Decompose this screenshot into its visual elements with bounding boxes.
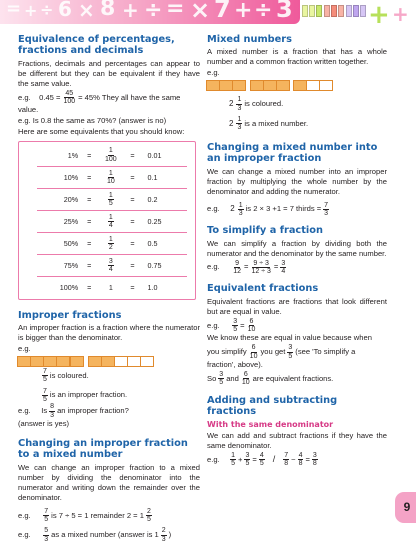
fraction: 8 3 bbox=[50, 403, 55, 419]
times-icon: × bbox=[78, 0, 95, 22]
fraction: $\frac{3}{4}$ bbox=[108, 257, 113, 273]
example-row: 7 5 is an improper fraction. bbox=[43, 387, 128, 403]
example-row: So 3 5 and 6 10 are equivalent fractions. bbox=[207, 371, 334, 387]
times-icon: × bbox=[190, 0, 211, 24]
example-row: e.g. Is 8 3 an improper fraction? bbox=[18, 403, 129, 419]
fraction: 6 10 bbox=[249, 344, 258, 360]
fraction: $\frac{4}{5}$ bbox=[259, 452, 264, 468]
percent-cell: 1% bbox=[67, 150, 79, 160]
divide-icon: ÷ bbox=[40, 0, 54, 19]
fraction-strip-icon bbox=[324, 5, 344, 17]
fraction: 1 3 bbox=[237, 96, 242, 112]
paragraph: Here are some equivalents that you should know: bbox=[18, 127, 185, 137]
fraction: 3 5 bbox=[219, 371, 224, 387]
fraction: $\frac{7}{3}$ bbox=[324, 201, 329, 217]
section-title-improper-to-mixed: Changing an improper fraction to a mixed number bbox=[18, 437, 188, 461]
fraction: $\frac{9 \div 3}{12 \div 3}$ bbox=[251, 259, 271, 275]
table-row bbox=[37, 145, 187, 167]
fraction: $\frac{1}{100}$ bbox=[105, 147, 117, 163]
paragraph: An improper fraction is a fraction where the numerator is bigger than the denominator. bbox=[18, 322, 200, 342]
fraction-bar bbox=[207, 80, 387, 91]
equals-cell: = bbox=[80, 189, 98, 211]
equals-cell: = bbox=[80, 277, 98, 299]
fraction: $\frac{3}{8}$ bbox=[312, 452, 317, 468]
decimal-cell: 0.1 bbox=[142, 167, 187, 189]
fraction: 2 5 bbox=[146, 507, 151, 524]
fraction-cell bbox=[98, 145, 123, 167]
fraction: 5 3 bbox=[44, 527, 49, 543]
equals-cell: = bbox=[80, 233, 98, 255]
equivalents-table bbox=[37, 145, 187, 299]
section-title-mixed: Mixed numbers bbox=[207, 34, 292, 45]
divider-slash: / bbox=[272, 454, 276, 464]
example-row: e.g. 5 3 as a mixed number (answer is 1 2 3 ) bbox=[18, 527, 172, 543]
section-title-adding: Adding and subtracting fractions bbox=[207, 394, 338, 418]
fraction-strip-icon bbox=[302, 5, 322, 17]
equals-cell: = bbox=[123, 277, 141, 299]
table-row bbox=[37, 277, 187, 299]
plus-icon: + bbox=[24, 1, 38, 20]
fraction: $\frac{3}{4}$ bbox=[281, 259, 286, 275]
subsection-title: With the same denominator bbox=[207, 419, 334, 429]
fraction: 1 5 bbox=[231, 452, 236, 468]
equals-cell: = bbox=[87, 150, 92, 160]
fraction: 2 3 bbox=[161, 527, 166, 543]
example-row: e.g. 1 5 + $\frac{3}{5}$ = $\frac{4}{5}$ / 7 8 − $\frac{4}{8}$ = $\frac{3}{8}$ bbox=[207, 452, 317, 468]
decimal-cell: 0.2 bbox=[142, 189, 187, 211]
fraction: $\frac{3}{5}$ bbox=[245, 452, 250, 468]
fraction: $\frac{1}{2}$ bbox=[108, 235, 113, 251]
fraction: $\frac{9}{12}$ bbox=[233, 259, 242, 275]
equals-cell: = bbox=[130, 150, 135, 160]
equals-cell: = bbox=[123, 233, 141, 255]
equals-cell: = bbox=[80, 211, 98, 233]
fraction-cell bbox=[98, 255, 123, 277]
decimal-cell: 0.01 bbox=[147, 150, 162, 160]
paragraph: Fractions, decimals and percentages can appear to be different but they can be equivalent if they have the same value. bbox=[18, 58, 200, 88]
equals-cell: = bbox=[123, 211, 141, 233]
number-icon: 7 bbox=[214, 0, 231, 23]
decimal-cell: 0.25 bbox=[142, 211, 187, 233]
example-row: you simplify 6 10 you get 3 5 (see 'To simplify a bbox=[207, 344, 356, 360]
equivalents-table-box bbox=[18, 141, 196, 300]
percent-cell: 10% bbox=[37, 167, 80, 189]
fraction: $\frac{1}{10}$ bbox=[106, 169, 115, 185]
fraction-strip-icon bbox=[346, 5, 366, 17]
table-row bbox=[37, 211, 187, 233]
example-row: 2 1 3 is a mixed number. bbox=[229, 116, 309, 132]
fraction: 7 8 bbox=[284, 452, 289, 468]
divide-icon: ÷ bbox=[254, 0, 273, 23]
fraction: 7 5 bbox=[43, 367, 47, 384]
percent-cell: 75% bbox=[37, 255, 80, 277]
example-row: e.g. 2 1 3 is 2 × 3 +1 = 7 thirds = $\frac{7}{3}$ bbox=[207, 201, 329, 217]
fraction: $\frac{6}{10}$ bbox=[247, 317, 256, 334]
percent-cell: 25% bbox=[37, 211, 80, 233]
example-row: e.g. $\frac{9}{12}$ = $\frac{9 \div 3}{12 \div 3}$ = $\frac{3}{4}$ bbox=[207, 259, 286, 275]
equals-cell: = bbox=[80, 255, 98, 277]
section-title-improper: Improper fractions bbox=[18, 309, 122, 321]
paragraph: We can change a mixed number into an improper fraction by multiplying the whole number by the denominator and adding the numerator. bbox=[207, 166, 387, 196]
fraction: 6 10 bbox=[241, 371, 250, 387]
equals-icon: = bbox=[6, 0, 22, 19]
equals-cell: = bbox=[123, 167, 141, 189]
header-banner bbox=[0, 0, 416, 30]
example-row: e.g. 7 5 is 7 ÷ 5 = 1 remainder 2 = 1 2 5 bbox=[18, 507, 151, 524]
equals-icon: = bbox=[166, 0, 185, 21]
example-row: e.g. 0.45 = $\frac{45}{100}$ = 45% They all have the same bbox=[18, 89, 181, 106]
paragraph: We can add and subtract fractions if they have the same denominator. bbox=[207, 431, 387, 451]
percent-cell: 50% bbox=[37, 233, 80, 255]
section-title-mixed-to-improper: Changing a mixed number into an improper fraction bbox=[207, 141, 378, 165]
paragraph: A mixed number is a fraction that has a whole number and a common fraction written together. bbox=[207, 47, 387, 67]
fraction: 1 3 bbox=[237, 116, 242, 132]
table-row bbox=[37, 189, 187, 211]
fraction: $\frac{1}{4}$ bbox=[108, 213, 113, 229]
divide-icon: ÷ bbox=[144, 0, 163, 23]
table-row bbox=[37, 233, 187, 255]
percent-cell: 100% bbox=[37, 277, 80, 299]
example-row: 2 1 3 is coloured. bbox=[229, 96, 284, 112]
number-icon: 8 bbox=[100, 0, 116, 21]
plus-icon: + bbox=[368, 0, 390, 30]
example-question: e.g. Is 0.8 the same as 70%? (answer is no) bbox=[18, 116, 167, 126]
fraction: 7 5 bbox=[43, 387, 47, 403]
plus-icon: + bbox=[392, 2, 409, 26]
fraction: 7 5 bbox=[44, 507, 49, 524]
equals-cell: = bbox=[123, 255, 141, 277]
fraction-bar bbox=[18, 356, 200, 367]
fraction-cell bbox=[98, 211, 123, 233]
fraction: $\frac{3}{5}$ bbox=[233, 317, 238, 334]
example-row: 7 5 is coloured. bbox=[43, 367, 89, 384]
section-title-equivalent: Equivalent fractions bbox=[207, 283, 319, 295]
fraction: $\frac{45}{100}$ bbox=[63, 89, 76, 106]
left-column: Equivalence of percentages, fractions and decimals Fractions, decimals and percentages can appear to be different but they can be equivalent if they have the same value. e.g. 0.45 = $\frac{45}{100}$ = 45% They all have the same value. e.g. Is 0.8 the same as 70%? (answer is no) Here are some equivalents that you should know: 1% = $\frac{1}{100}$ = 0.01 10% = $\frac{1}{10}$ = 0.1 20% = $\frac{1}{5}$ = 0.2 25% = $\frac{1}{4}$ = 0.25 50% = $\frac{1}{2}$ = 0.5 75% = $\frac{3}{4}$ = 0.75 100% = 1 = 1.0 Improper fractions An improper fraction is a fraction where the numerator is bigger than the denominator. e.g. 7 5 is coloured. 7 5 is an improper fraction. e.g. Is 8 3 an improper fraction? (answer is yes) Changing an improper fraction to a mixed number We can change an improper fraction to a mixed number by dividing the denominator into the numerator and writing down the remainder over the denominator. e.g. 7 5 is 7 ÷ 5 = 1 remainder 2 = 1 2 5 e.g. 5 3 as a mixed number (answer is 1 2 3 ) bbox=[18, 34, 200, 543]
fraction: $\frac{4}{8}$ bbox=[298, 452, 303, 468]
number-icon: 3 bbox=[276, 0, 293, 23]
example-row: e.g. $\frac{3}{5}$ = $\frac{6}{10}$ bbox=[207, 317, 256, 334]
fraction-cell bbox=[98, 233, 123, 255]
plus-icon: + bbox=[122, 0, 139, 22]
section-title-simplify: To simplify a fraction bbox=[207, 225, 323, 237]
section-title-equivalence: Equivalence of percentages, fractions and decimals bbox=[18, 34, 175, 57]
paragraph: We can simplify a fraction by dividing both the numerator and the denominator by the same number. bbox=[207, 238, 387, 258]
paragraph: Equivalent fractions are fractions that look different but are equal in value. bbox=[207, 296, 387, 316]
fraction-cell bbox=[98, 189, 123, 211]
paragraph: We can change an improper fraction to a mixed number by dividing the denominator into the numerator and writing down the remainder over the denominator. bbox=[18, 462, 200, 502]
number-icon: 6 bbox=[58, 0, 72, 21]
percent-cell: 20% bbox=[37, 189, 80, 211]
decimal-cell: 0.5 bbox=[142, 233, 187, 255]
decimal-cell: 1.0 bbox=[142, 277, 187, 299]
fraction-cell bbox=[98, 167, 123, 189]
page-number: 9 bbox=[395, 492, 416, 523]
equals-cell: = bbox=[123, 189, 141, 211]
fraction-cell: 1 bbox=[98, 277, 123, 299]
plus-icon: + bbox=[234, 0, 253, 23]
fraction: 3 5 bbox=[288, 344, 293, 360]
decimal-cell: 0.75 bbox=[142, 255, 187, 277]
right-column: Mixed numbers A mixed number is a fraction that has a whole number and a common fraction written together. e.g. 2 1 3 is coloured. 2 1 3 is a mixed number. Changing a mixed number into an improper fraction We can change a mixed number into an improper fraction by multiplying the whole number by the denominator and adding the numerator. e.g. 2 1 3 is 2 × 3 +1 = 7 thirds = $\frac{7}{3}$ To simplify a fraction We can simplify a fraction by dividing both the numerator and the denominator by the same number. e.g. $\frac{9}{12}$ = $\frac{9 \div 3}{12 \div 3}$ = $\frac{3}{4}$ Equivalent fractions Equivalent fractions are fractions that look different but are equal in value. e.g. $\frac{3}{5}$ = $\frac{6}{10}$ We know these are equal in value because when you simplify 6 10 you get 3 5 (see 'To simplify a fraction', above). So 3 5 and 6 10 are equivalent fractions. Adding and subtracting fractions With the same denominator We can add and subtract fractions if they have the same denominator. e.g. 1 5 + $\frac{3}{5}$ = $\frac{4}{5}$ / 7 8 − $\frac{4}{8}$ = $\frac{3}{8}$ bbox=[207, 34, 387, 468]
equals-cell: = bbox=[80, 167, 98, 189]
fraction: 1 3 bbox=[238, 201, 243, 217]
fraction: $\frac{1}{5}$ bbox=[108, 191, 113, 207]
table-row bbox=[37, 167, 187, 189]
table-row bbox=[37, 255, 187, 277]
